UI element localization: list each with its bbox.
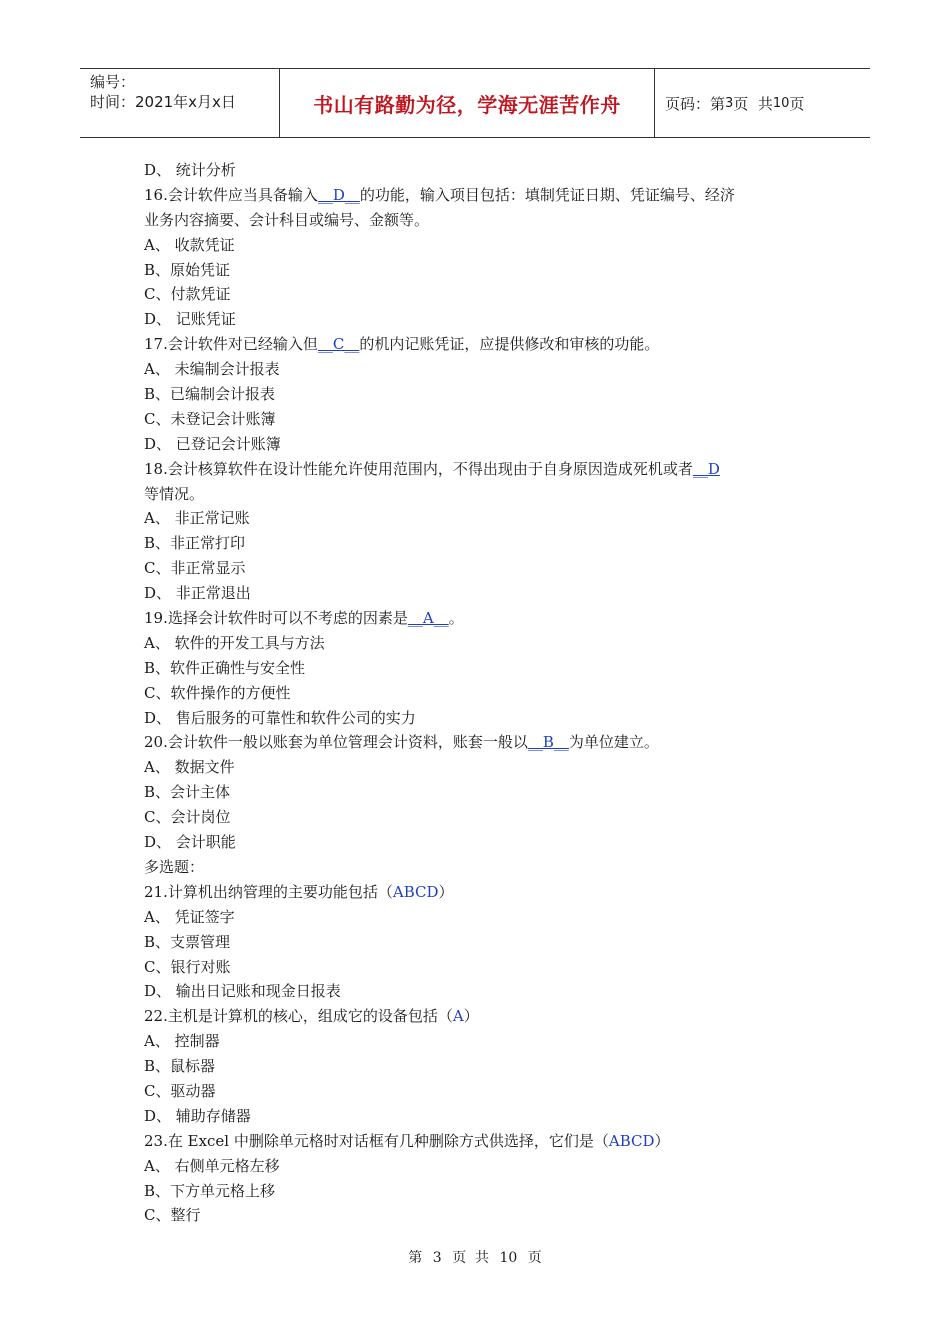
text-line: A、 右侧单元格左移	[144, 1156, 280, 1175]
header-page-num: 3	[725, 95, 734, 111]
header-meta	[80, 69, 280, 137]
question-text: 23.在 Excel 中删除单元格时对话框有几种删除方式供选择，它们是（	[144, 1131, 609, 1150]
text-line: C、银行对账	[144, 957, 231, 976]
text-line: B、软件正确性与安全性	[144, 658, 306, 677]
header-page-prefix: 页码：第	[665, 94, 726, 113]
question-text: ）	[654, 1131, 670, 1150]
text-line: C、非正常显示	[144, 559, 246, 578]
question-text: 17.会计软件对已经输入但	[144, 335, 318, 354]
answer-blank: __D__	[317, 185, 360, 204]
text-line	[144, 1004, 824, 1029]
page-footer	[0, 1247, 950, 1267]
text-line: A、 控制器	[144, 1032, 220, 1051]
text-line: A、 非正常记账	[144, 509, 250, 528]
text-line: C、驱动器	[144, 1081, 216, 1100]
answer-blank: __A__	[407, 609, 449, 628]
text-line: D、 统计分析	[144, 161, 236, 179]
answer-blank: __B__	[527, 733, 569, 752]
page-header	[80, 68, 870, 138]
text-line: A、 软件的开发工具与方法	[144, 633, 325, 652]
header-page-mid: 页 共	[733, 94, 773, 113]
header-page-total: 10	[772, 95, 790, 111]
text-line: D、 会计职能	[144, 833, 236, 852]
text-line: B、原始凭证	[144, 260, 231, 279]
question-text: 为单位建立。	[568, 733, 659, 752]
question-text: ）	[463, 1007, 479, 1026]
document-body	[144, 158, 824, 1228]
answer-choice: ABCD	[392, 882, 439, 901]
footer-mid: 页 共	[452, 1250, 489, 1266]
question-text: 19.选择会计软件时可以不考虑的因素是	[144, 609, 408, 628]
text-line: B、支票管理	[144, 932, 231, 951]
footer-page: 3	[432, 1250, 442, 1266]
header-page-suffix: 页	[789, 94, 805, 113]
footer-total: 10	[499, 1250, 518, 1266]
question-text: 22.主机是计算机的核心，组成它的设备包括（	[144, 1007, 453, 1026]
text-line: D、 辅助存储器	[144, 1106, 251, 1125]
text-line	[144, 730, 824, 755]
text-line: B、下方单元格上移	[144, 1181, 276, 1200]
answer-blank: __C__	[317, 335, 360, 354]
text-line: C、软件操作的方便性	[144, 683, 291, 702]
text-line: B、鼠标器	[144, 1057, 216, 1076]
header-number-label: 编号：	[90, 73, 136, 91]
text-line: A、 收款凭证	[144, 235, 235, 254]
footer-suffix: 页	[527, 1250, 542, 1266]
text-line: 等情况。	[144, 484, 205, 503]
question-text: 16.会计软件应当具备输入	[144, 185, 318, 204]
answer-blank: __D	[692, 459, 720, 478]
text-line	[144, 1129, 824, 1154]
text-line: C、未登记会计账簿	[144, 409, 276, 428]
text-line	[144, 332, 824, 357]
footer-prefix: 第	[408, 1250, 423, 1266]
text-line: B、非正常打印	[144, 534, 246, 553]
text-line: D、 已登记会计账簿	[144, 434, 281, 453]
text-line	[144, 606, 824, 631]
question-text: 的机内记账凭证，应提供修改和审核的功能。	[359, 335, 660, 354]
text-line: D、 输出日记账和现金日报表	[144, 982, 341, 1001]
question-text: 20.会计软件一般以账套为单位管理会计资料，账套一般以	[144, 733, 528, 752]
text-line: C、整行	[144, 1206, 201, 1225]
text-line: B、已编制会计报表	[144, 385, 276, 404]
text-line	[144, 880, 824, 905]
question-text: 21.计算机出纳管理的主要功能包括（	[144, 882, 393, 901]
answer-choice: A	[452, 1007, 464, 1026]
text-line: C、付款凭证	[144, 285, 231, 304]
answer-choice: ABCD	[608, 1131, 655, 1150]
question-text: 的功能，输入项目包括：填制凭证日期、凭证编号、经济	[359, 185, 735, 204]
question-text: ）	[438, 882, 454, 901]
text-line: A、 未编制会计报表	[144, 360, 280, 379]
text-line: D、 售后服务的可靠性和软件公司的实力	[144, 708, 416, 727]
text-line: D、 非正常退出	[144, 584, 251, 603]
header-motto: 书山有路勤为径，学海无涯苦作舟	[280, 69, 655, 137]
question-text: 。	[448, 609, 464, 628]
text-line: A、 凭证签字	[144, 907, 235, 926]
header-page-info	[655, 69, 870, 137]
text-line: B、会计主体	[144, 783, 231, 802]
text-line: D、 记账凭证	[144, 310, 236, 329]
header-time-label: 时间：2021年x月x日	[90, 93, 236, 111]
text-line	[144, 183, 824, 208]
question-text: 18.会计核算软件在设计性能允许使用范围内，不得出现由于自身原因造成死机或者	[144, 459, 693, 478]
text-line: 多选题：	[144, 857, 205, 876]
text-line: A、 数据文件	[144, 758, 235, 777]
text-line: 业务内容摘要、会计科目或编号、金额等。	[144, 210, 430, 229]
text-line	[144, 457, 824, 482]
text-line: C、会计岗位	[144, 808, 231, 827]
